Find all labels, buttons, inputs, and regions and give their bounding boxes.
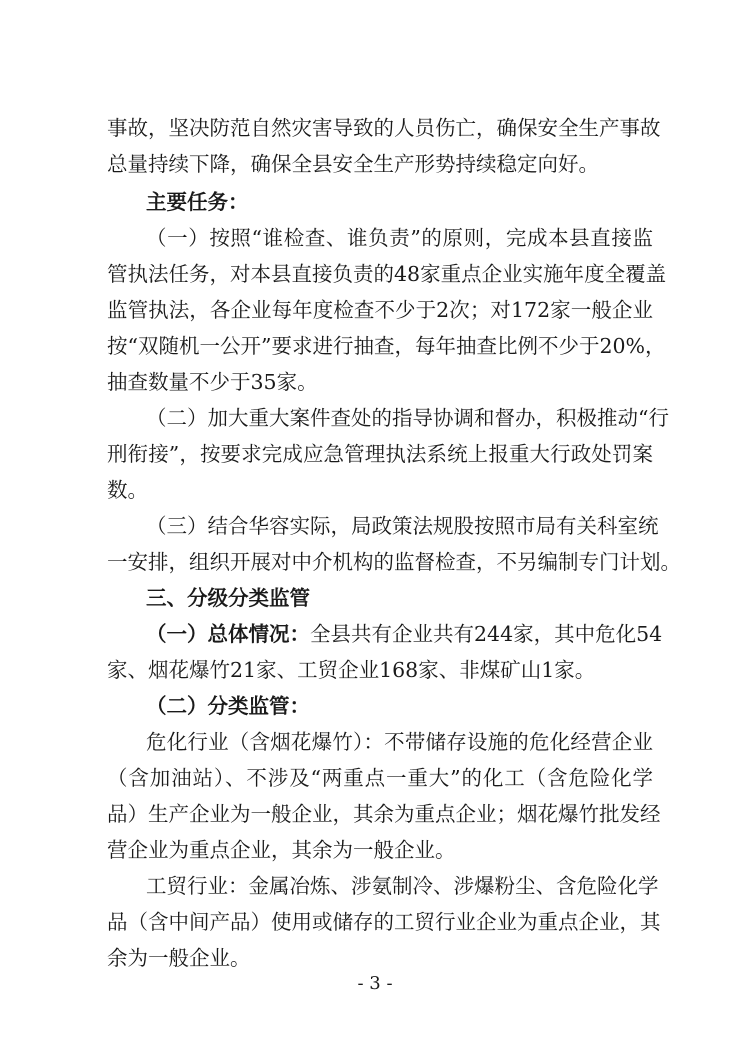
paragraph-line: 事故，坚决防范自然灾害导致的人员伤亡，确保安全生产事故	[107, 116, 661, 140]
paragraph-line: 工贸行业：金属冶炼、涉氨制冷、涉爆粉尘、含危险化学	[146, 874, 659, 898]
paragraph-line: 刑衔接”，按要求完成应急管理执法系统上报重大行政处罚案	[107, 442, 653, 466]
paragraph-line: 总量持续下降，确保全县安全生产形势持续稳定向好。	[107, 152, 599, 176]
paragraph-line: 按“双随机一公开”要求进行抽查，每年抽查比例不少于20%，	[107, 334, 666, 358]
paragraph-line: 数。	[107, 478, 148, 502]
paragraph-line: 品）生产企业为一般企业，其余为重点企业；烟花爆竹批发经	[107, 802, 661, 826]
page-number: - 3 -	[357, 973, 393, 994]
paragraph-line: 品（含中间产品）使用或储存的工贸行业企业为重点企业，其	[107, 910, 661, 934]
subheading-classification: （二）分类监管：	[146, 694, 310, 718]
paragraph-line: 监管执法，各企业每年度检查不少于2次；对172家一般企业	[107, 298, 653, 322]
paragraph-line: 余为一般企业。	[107, 946, 251, 970]
paragraph-line: （三）结合华容实际，局政策法规股按照市局有关科室统	[146, 514, 659, 538]
paragraph-line: （一）按照“谁检查、谁负责”的原则，完成本县直接监	[146, 226, 653, 250]
paragraph-line: 抽查数量不少于35家。	[107, 370, 318, 394]
paragraph-line: 管执法任务，对本县直接负责的48家重点企业实施年度全覆盖	[107, 262, 667, 286]
section-heading-classified-supervision: 三、分级分类监管	[146, 586, 310, 610]
subheading-overall: （一）总体情况：	[146, 622, 310, 646]
paragraph-line: 危化行业（含烟花爆竹）：不带储存设施的危化经营企业	[146, 730, 653, 754]
overall-text: 全县共有企业共有244家，其中危化54	[310, 622, 663, 646]
paragraph-line: 营企业为重点企业，其余为一般企业。	[107, 838, 456, 862]
paragraph-line-overall	[146, 620, 663, 648]
section-heading-main-tasks: 主要任务：	[146, 190, 249, 214]
paragraph-line: （含加油站）、不涉及“两重点一重大”的化工（含危险化学	[107, 766, 653, 790]
paragraph-line: 一安排，组织开展对中介机构的监督检查，不另编制专门计划。	[107, 550, 681, 574]
paragraph-line: 家、烟花爆竹21家、工贸企业168家、非煤矿山1家。	[107, 658, 596, 682]
paragraph-line: （二）加大重大案件查处的指导协调和督办，积极推动“行	[146, 406, 669, 430]
